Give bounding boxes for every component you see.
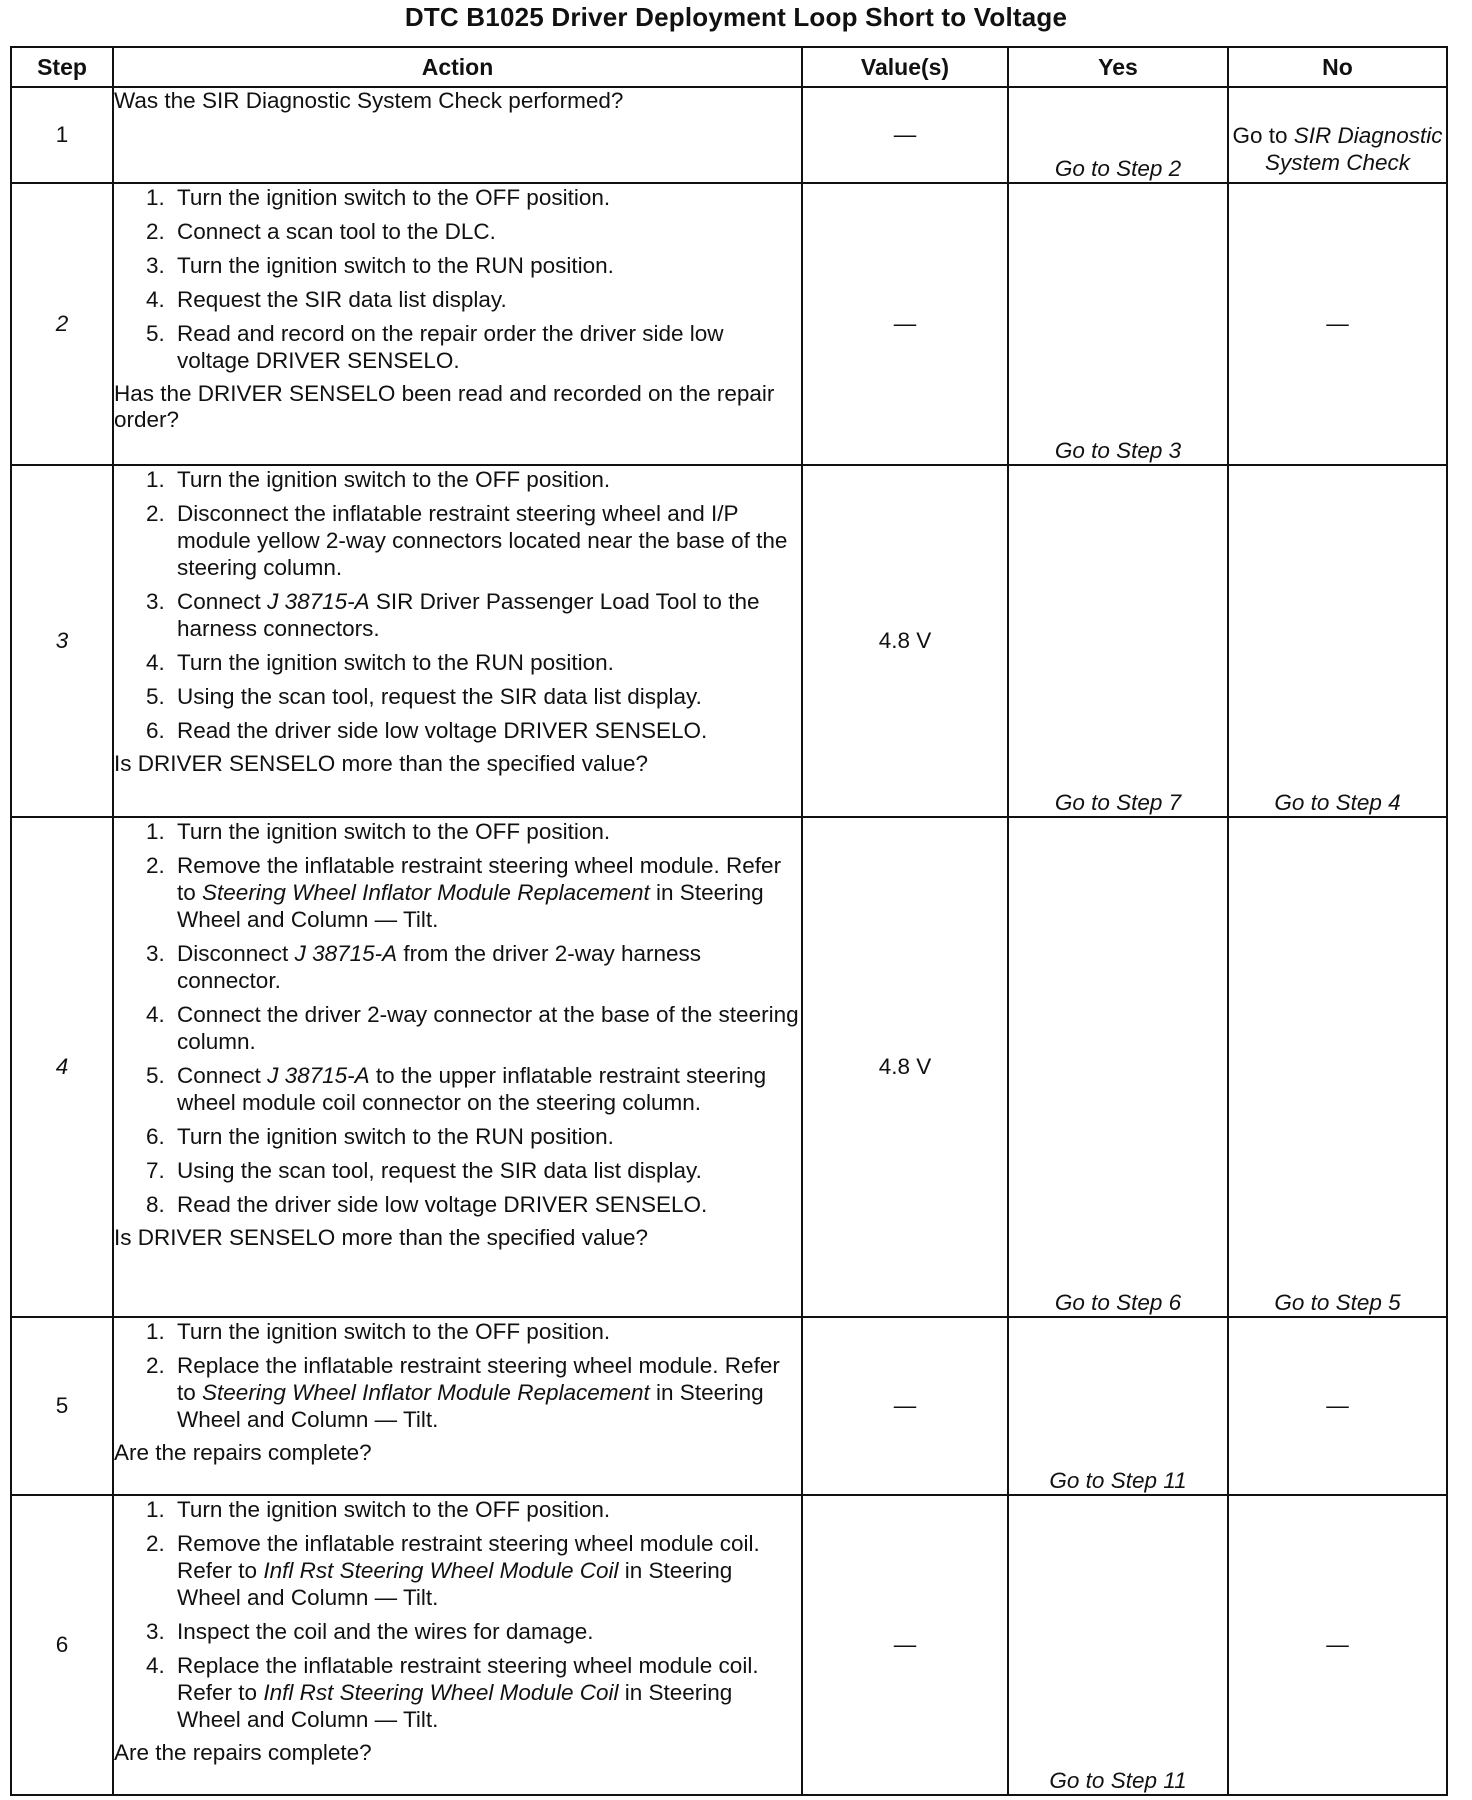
action-cell: [113, 1317, 802, 1495]
action-step: 1. Turn the ignition switch to the OFF position.: [171, 1496, 801, 1523]
action-step: 1. Turn the ignition switch to the OFF position.: [171, 1318, 801, 1345]
step-number: 3: [11, 465, 113, 817]
value-cell: [802, 465, 1008, 817]
action-steps: [114, 184, 801, 374]
step-number: 2: [11, 183, 113, 465]
no-cell[interactable]: [1228, 817, 1447, 1317]
table-row: [11, 817, 1447, 1317]
yes-cell[interactable]: [1008, 1317, 1228, 1495]
value-cell: [802, 183, 1008, 465]
col-header-values: Value(s): [802, 47, 1008, 87]
yes-cell[interactable]: [1008, 817, 1228, 1317]
value-cell: [802, 1495, 1008, 1795]
col-header-step: Step: [11, 47, 113, 87]
action-step: 2. Replace the inflatable restraint steering wheel module. Refer to Steering Wheel Inflator Module Replacement in Steering Wheel and Column — Tilt.: [171, 1352, 801, 1433]
action-question: Has the DRIVER SENSELO been read and recorded on the repair order?: [114, 381, 775, 432]
action-step: 4. Turn the ignition switch to the RUN position.: [171, 649, 801, 676]
action-step: 3. Connect J 38715-A SIR Driver Passenger Load Tool to the harness connectors.: [171, 588, 801, 642]
action-step: 2. Remove the inflatable restraint steering wheel module coil. Refer to Infl Rst Steering Wheel Module Coil in Steering Wheel and Column — Tilt.: [171, 1530, 801, 1611]
step-number: 5: [11, 1317, 113, 1495]
table-row: [11, 1317, 1447, 1495]
no-text: —: [1326, 1393, 1349, 1418]
no-cell[interactable]: [1228, 465, 1447, 817]
action-cell: [113, 183, 802, 465]
tool-reference: J 38715-A: [267, 1063, 370, 1088]
no-cell: [1228, 1317, 1447, 1495]
action-step: 2. Connect a scan tool to the DLC.: [171, 218, 801, 245]
action-step: 6. Turn the ignition switch to the RUN position.: [171, 1123, 801, 1150]
action-cell: [113, 817, 802, 1317]
table-row: [11, 87, 1447, 183]
action-cell: [113, 465, 802, 817]
value-cell: [802, 817, 1008, 1317]
tool-reference: J 38715-A: [267, 589, 370, 614]
no-goto[interactable]: Go to Step 4: [1274, 790, 1401, 815]
table-row: [11, 1495, 1447, 1795]
manual-reference[interactable]: Infl Rst Steering Wheel Module Coil: [263, 1558, 619, 1583]
no-goto[interactable]: Go to Step 5: [1274, 1290, 1401, 1315]
action-step: 4. Request the SIR data list display.: [171, 286, 801, 313]
no-cell: [1228, 1495, 1447, 1795]
action-steps: [114, 466, 801, 744]
value-cell: [802, 1317, 1008, 1495]
action-step: 2. Disconnect the inflatable restraint steering wheel and I/P module yellow 2-way connectors located near the base of the steering column.: [171, 500, 801, 581]
action-cell: [113, 87, 802, 183]
manual-reference[interactable]: Infl Rst Steering Wheel Module Coil: [263, 1680, 619, 1705]
no-text: —: [1326, 1632, 1349, 1657]
diagnostic-table: [10, 46, 1448, 1796]
value-text: —: [893, 311, 917, 336]
manual-reference[interactable]: Steering Wheel Inflator Module Replacement: [202, 1380, 650, 1405]
action-step: 3. Disconnect J 38715-A from the driver 2-way harness connector.: [171, 940, 801, 994]
action-question: Is DRIVER SENSELO more than the specified value?: [114, 751, 649, 776]
table-row: [11, 183, 1447, 465]
yes-cell[interactable]: [1008, 465, 1228, 817]
yes-goto[interactable]: Go to Step 6: [1054, 1290, 1182, 1315]
action-step: 1. Turn the ignition switch to the OFF position.: [171, 818, 801, 845]
value-cell: [802, 87, 1008, 183]
action-step: 5. Connect J 38715-A to the upper inflatable restraint steering wheel module coil connector on the steering column.: [171, 1062, 801, 1116]
action-step: 3. Turn the ignition switch to the RUN position.: [171, 252, 801, 279]
action-question: Are the repairs complete?: [114, 1740, 372, 1765]
no-text: —: [1326, 311, 1349, 336]
action-step: 5. Using the scan tool, request the SIR data list display.: [171, 683, 801, 710]
step-number: 1: [11, 87, 113, 183]
table-row: [11, 465, 1447, 817]
action-step: 3. Inspect the coil and the wires for damage.: [171, 1618, 801, 1645]
action-cell: [113, 1495, 802, 1795]
col-header-no: No: [1228, 47, 1447, 87]
yes-goto[interactable]: Go to Step 7: [1054, 790, 1182, 815]
action-question: Is DRIVER SENSELO more than the specified value?: [114, 1225, 649, 1250]
action-step: 4. Replace the inflatable restraint steering wheel module coil. Refer to Infl Rst Steering Wheel Module Coil in Steering Wheel and Column — Tilt.: [171, 1652, 801, 1733]
step-number: 6: [11, 1495, 113, 1795]
action-step: 8. Read the driver side low voltage DRIVER SENSELO.: [171, 1191, 801, 1218]
action-step: 1. Turn the ignition switch to the OFF position.: [171, 466, 801, 493]
action-step: 5. Read and record on the repair order the driver side low voltage DRIVER SENSELO.: [171, 320, 801, 374]
value-text: —: [893, 1393, 917, 1418]
col-header-yes: Yes: [1008, 47, 1228, 87]
yes-cell[interactable]: [1008, 1495, 1228, 1795]
tool-reference: J 38715-A: [294, 941, 398, 966]
table-header-row: [11, 47, 1447, 87]
yes-goto[interactable]: Go to Step 2: [1054, 156, 1182, 181]
no-cell[interactable]: [1228, 87, 1447, 183]
yes-cell[interactable]: [1008, 183, 1228, 465]
action-question: Was the SIR Diagnostic System Check performed?: [114, 88, 624, 113]
action-step: 6. Read the driver side low voltage DRIVER SENSELO.: [171, 717, 801, 744]
action-step: 1. Turn the ignition switch to the OFF position.: [171, 184, 801, 211]
yes-goto[interactable]: Go to Step 3: [1054, 438, 1182, 463]
no-cell: [1228, 183, 1447, 465]
value-text: —: [893, 1632, 917, 1657]
value-text: —: [893, 122, 917, 147]
manual-reference[interactable]: Steering Wheel Inflator Module Replacement: [202, 880, 650, 905]
step-number: 4: [11, 817, 113, 1317]
action-steps: [114, 818, 801, 1218]
no-goto-prefix: Go to: [1232, 123, 1288, 148]
page-title: DTC B1025 Driver Deployment Loop Short to Voltage: [404, 2, 1068, 32]
yes-cell[interactable]: [1008, 87, 1228, 183]
action-step: 4. Connect the driver 2-way connector at the base of the steering column.: [171, 1001, 801, 1055]
action-steps: [114, 1318, 801, 1433]
yes-goto[interactable]: Go to Step 11: [1049, 1468, 1187, 1493]
yes-goto[interactable]: Go to Step 11: [1049, 1768, 1187, 1793]
action-question: Are the repairs complete?: [114, 1440, 372, 1465]
col-header-action: Action: [113, 47, 802, 87]
action-step: 2. Remove the inflatable restraint steering wheel module. Refer to Steering Wheel Inflator Module Replacement in Steering Wheel and Column — Tilt.: [171, 852, 801, 933]
no-goto-link[interactable]: SIR Diagnostic System Check: [1264, 123, 1443, 175]
value-text: 4.8 V: [878, 628, 932, 653]
action-steps: [114, 1496, 801, 1733]
value-text: 4.8 V: [878, 1054, 932, 1079]
action-step: 7. Using the scan tool, request the SIR data list display.: [171, 1157, 801, 1184]
